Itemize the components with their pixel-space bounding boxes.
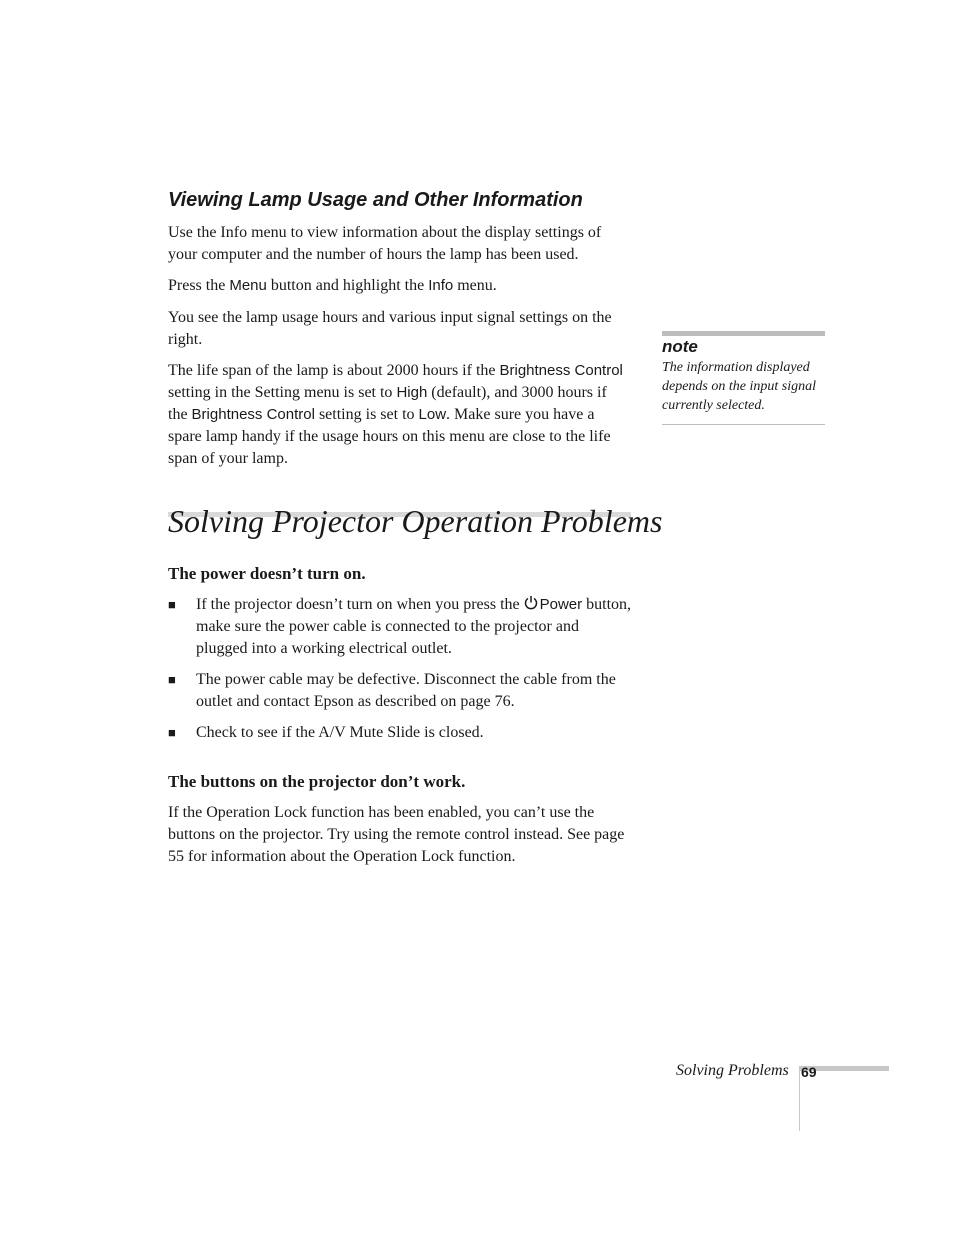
menu-button-label: Menu: [229, 277, 267, 294]
paragraph-info-menu: Use the Info menu to view information about the display settings of your computer and the number of hours the lamp has been used.: [168, 224, 602, 263]
bullet-marker: ■: [168, 672, 176, 687]
note-bottom-rule: [662, 424, 825, 425]
info-menu-label: Info: [428, 277, 454, 294]
paragraph-press-menu: Press the Menu button and highlight the Info menu.: [168, 277, 497, 294]
footer-section-label: Solving Problems: [676, 1062, 789, 1079]
brightness-control-label: Brightness Control: [499, 362, 623, 379]
brightness-control-label-2: Brightness Control: [191, 406, 315, 423]
page-number: 69: [801, 1064, 817, 1080]
footer-vertical-rule: [799, 1066, 800, 1131]
power-icon: [524, 595, 538, 610]
power-button-label: Power: [524, 596, 583, 613]
paragraph-lamp-life: The life span of the lamp is about 2000 hours if the Brightness Control setting in the Setting menu is set to High (default), and 3000 hours if the Brightness Control setting is set to Low. Make sure you have a spare lamp handy if the usage hours on this menu are close to the life span of your lamp.: [168, 362, 623, 467]
note-title: note: [662, 337, 698, 356]
paragraph-lamp-hours: You see the lamp usage hours and various input signal settings on the right.: [168, 309, 612, 348]
high-setting-label: High: [396, 384, 428, 401]
section-heading: Viewing Lamp Usage and Other Information: [168, 189, 583, 211]
paragraph-operation-lock: If the Operation Lock function has been enabled, you can’t use the buttons on the projector. Try using the remote control instead. See page 55 for information about the Operation Lock function.: [168, 804, 625, 865]
note-text: The information displayed depends on the input signal currently selected.: [662, 360, 816, 413]
bullet-marker: ■: [168, 597, 176, 612]
note-top-rule: [662, 331, 825, 336]
buttons-heading: The buttons on the projector don’t work.: [168, 772, 466, 791]
power-heading: The power doesn’t turn on.: [168, 564, 366, 583]
low-setting-label: Low: [418, 406, 447, 423]
problems-heading: Solving Projector Operation Problems: [168, 503, 663, 539]
bullet-marker: ■: [168, 725, 176, 740]
